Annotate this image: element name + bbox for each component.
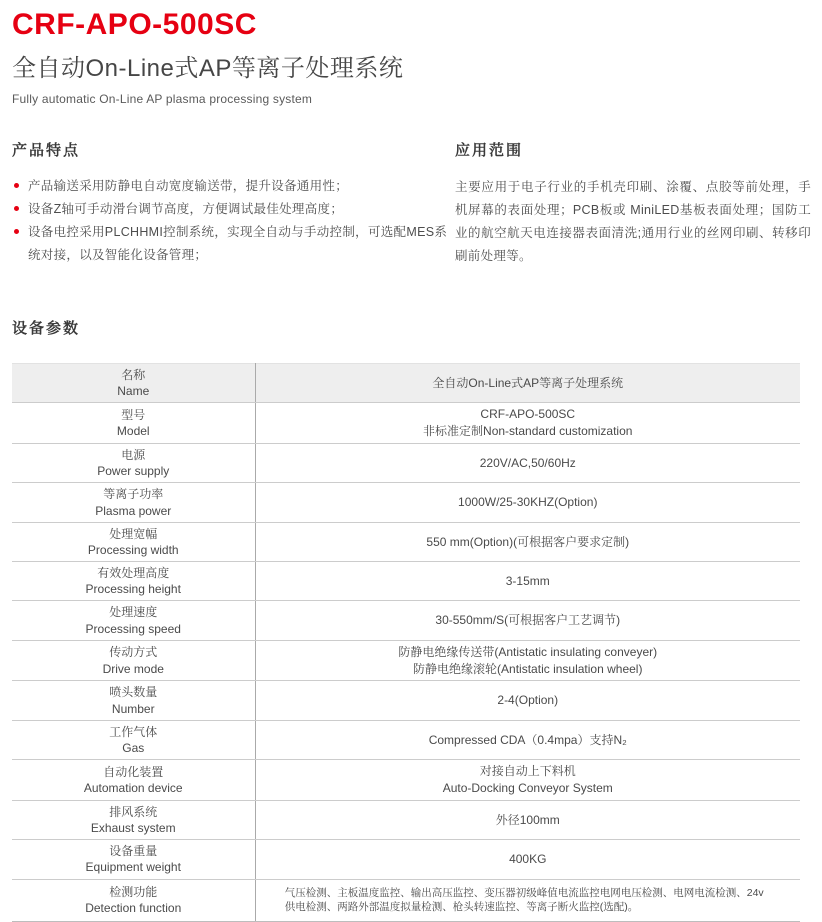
param-label-en: Processing width: [87, 542, 179, 557]
table-row: [12, 760, 800, 801]
param-value: [255, 840, 800, 879]
param-label-cn: 等离子功率: [103, 487, 164, 502]
param-label-cn: 名称: [121, 368, 146, 382]
param-value-line: 550 mm(Option)(可根据客户要求定制): [426, 534, 630, 549]
table-row: [12, 483, 800, 522]
param-label: [12, 879, 255, 921]
table-row: [12, 720, 800, 759]
page-title: CRF-APO-500SC: [12, 8, 257, 41]
table-row: [12, 681, 800, 720]
feature-item: [12, 221, 455, 267]
features-heading: 产品特点: [12, 141, 81, 159]
param-value: [255, 364, 800, 403]
bullet-icon: [14, 183, 19, 188]
param-value-line: Auto-Docking Conveyor System: [442, 780, 613, 795]
param-label-en: Processing height: [85, 582, 181, 597]
param-value: [255, 681, 800, 720]
param-value-line: 全自动On-Line式AP等离子处理系统: [432, 375, 624, 390]
param-label-en: Detection function: [85, 901, 182, 916]
table-row: [12, 879, 800, 921]
param-label: [12, 601, 255, 640]
bullet-icon: [14, 229, 19, 234]
param-label-en: Number: [111, 701, 155, 716]
param-label: [12, 522, 255, 561]
param-label: [12, 562, 255, 601]
param-value-line: 2-4(Option): [497, 693, 559, 708]
table-row: [12, 562, 800, 601]
table-row: [12, 364, 800, 403]
param-value-line: 非标准定制Non-standard customization: [423, 424, 633, 439]
param-value-line: 防静电绝缘滚轮(Antistatic insulation wheel): [413, 661, 643, 676]
param-value: [255, 879, 800, 921]
param-label-en: Drive mode: [102, 661, 164, 676]
param-label-cn: 自动化装置: [103, 764, 164, 779]
feature-item: [12, 198, 455, 221]
param-label-cn: 工作气体: [109, 724, 158, 739]
param-label-en: Name: [117, 384, 150, 399]
param-value: [255, 640, 800, 681]
param-label-cn: 处理宽幅: [109, 526, 158, 541]
table-row: [12, 403, 800, 444]
param-value-line: CRF-APO-500SC: [480, 407, 576, 422]
param-label-cn: 有效处理高度: [97, 566, 170, 581]
param-label-en: Model: [116, 424, 150, 439]
table-row: [12, 443, 800, 482]
param-label: [12, 640, 255, 681]
param-label-cn: 排风系统: [109, 804, 158, 819]
param-value-line: 外径100mm: [495, 812, 560, 827]
param-label: [12, 443, 255, 482]
param-label-en: Exhaust system: [90, 820, 176, 835]
param-label: [12, 720, 255, 759]
param-value-line: 30-550mm/S(可根据客户工艺调节): [435, 613, 621, 628]
param-value-line: 防静电绝缘传送带(Antistatic insulating conveyer): [398, 644, 658, 659]
param-value-line: Compressed CDA（0.4mpa）支持N₂: [428, 732, 627, 747]
feature-item-text: 产品输送采用防静电自动宽度输送带，提升设备通用性；: [28, 178, 349, 193]
features-section: [12, 139, 455, 269]
feature-item-text: 设备电控采用PLCHHMI控制系统，实现全自动与手动控制，可选配MES系统对接，以及智能化设备管理；: [28, 224, 448, 262]
param-value-line: 220V/AC,50/60Hz: [479, 455, 576, 470]
param-value-line: 气压检测、主板温度监控、输出高压监控、变压器初级峰值电流监控电网电压检测、电网电流检测、24v供电检测、两路外部温度拟量检测、枪头转速监控、等离子断火监控(选配)。: [284, 886, 764, 914]
param-value: [255, 403, 800, 444]
param-label-en: Processing speed: [85, 621, 181, 636]
intro-columns: [12, 139, 810, 269]
table-row: [12, 640, 800, 681]
param-label-cn: 设备重量: [109, 844, 158, 859]
feature-item: [12, 175, 455, 198]
param-label: [12, 483, 255, 522]
param-label: [12, 840, 255, 879]
param-label: [12, 681, 255, 720]
applications-section: [455, 139, 811, 269]
param-label-en: Automation device: [83, 780, 183, 795]
param-label: [12, 403, 255, 444]
param-value: [255, 760, 800, 801]
parameters-table: [12, 363, 800, 922]
param-label-cn: 电源: [121, 447, 146, 462]
param-value: [255, 601, 800, 640]
product-title-en: Fully automatic On-Line AP plasma processing system: [12, 91, 313, 106]
param-value: [255, 483, 800, 522]
param-value: [255, 720, 800, 759]
bullet-icon: [14, 206, 19, 211]
param-value-line: 对接自动上下料机: [479, 764, 576, 779]
table-row: [12, 522, 800, 561]
product-title-cn: 全自动On-Line式AP等离子处理系统: [12, 54, 404, 82]
param-label: [12, 364, 255, 403]
param-label-cn: 喷头数量: [109, 685, 158, 700]
table-row: [12, 601, 800, 640]
param-label-cn: 传动方式: [109, 645, 158, 660]
feature-item-text: 设备Z轴可手动滑台调节高度，方便调试最佳处理高度；: [28, 201, 344, 216]
param-label-en: Power supply: [97, 464, 170, 479]
param-label-en: Equipment weight: [85, 860, 181, 875]
param-value: [255, 443, 800, 482]
feature-list: [12, 175, 455, 268]
param-value-line: 3-15mm: [505, 573, 550, 588]
parameters-heading: 设备参数: [12, 320, 81, 337]
param-label-en: Gas: [122, 741, 145, 755]
param-value: [255, 522, 800, 561]
param-value-line: 1000W/25-30KHZ(Option): [458, 495, 598, 510]
param-label-en: Plasma power: [95, 503, 172, 518]
param-label-cn: 检测功能: [109, 884, 158, 899]
param-value-line: 400KG: [509, 851, 547, 866]
table-row: [12, 840, 800, 879]
param-value: [255, 562, 800, 601]
param-label: [12, 760, 255, 801]
applications-heading: 应用范围: [455, 141, 524, 159]
applications-text: 主要应用于电子行业的手机壳印刷、涂覆、点胶等前处理，手机屏幕的表面处理；PCB板或 MiniLED基板表面处理；国防工业的航空航天电连接器表面清洗;通用行业的丝网印刷、转移印刷前处理等。: [455, 179, 811, 263]
param-label-cn: 处理速度: [109, 605, 158, 620]
param-label-cn: 型号: [121, 407, 146, 422]
